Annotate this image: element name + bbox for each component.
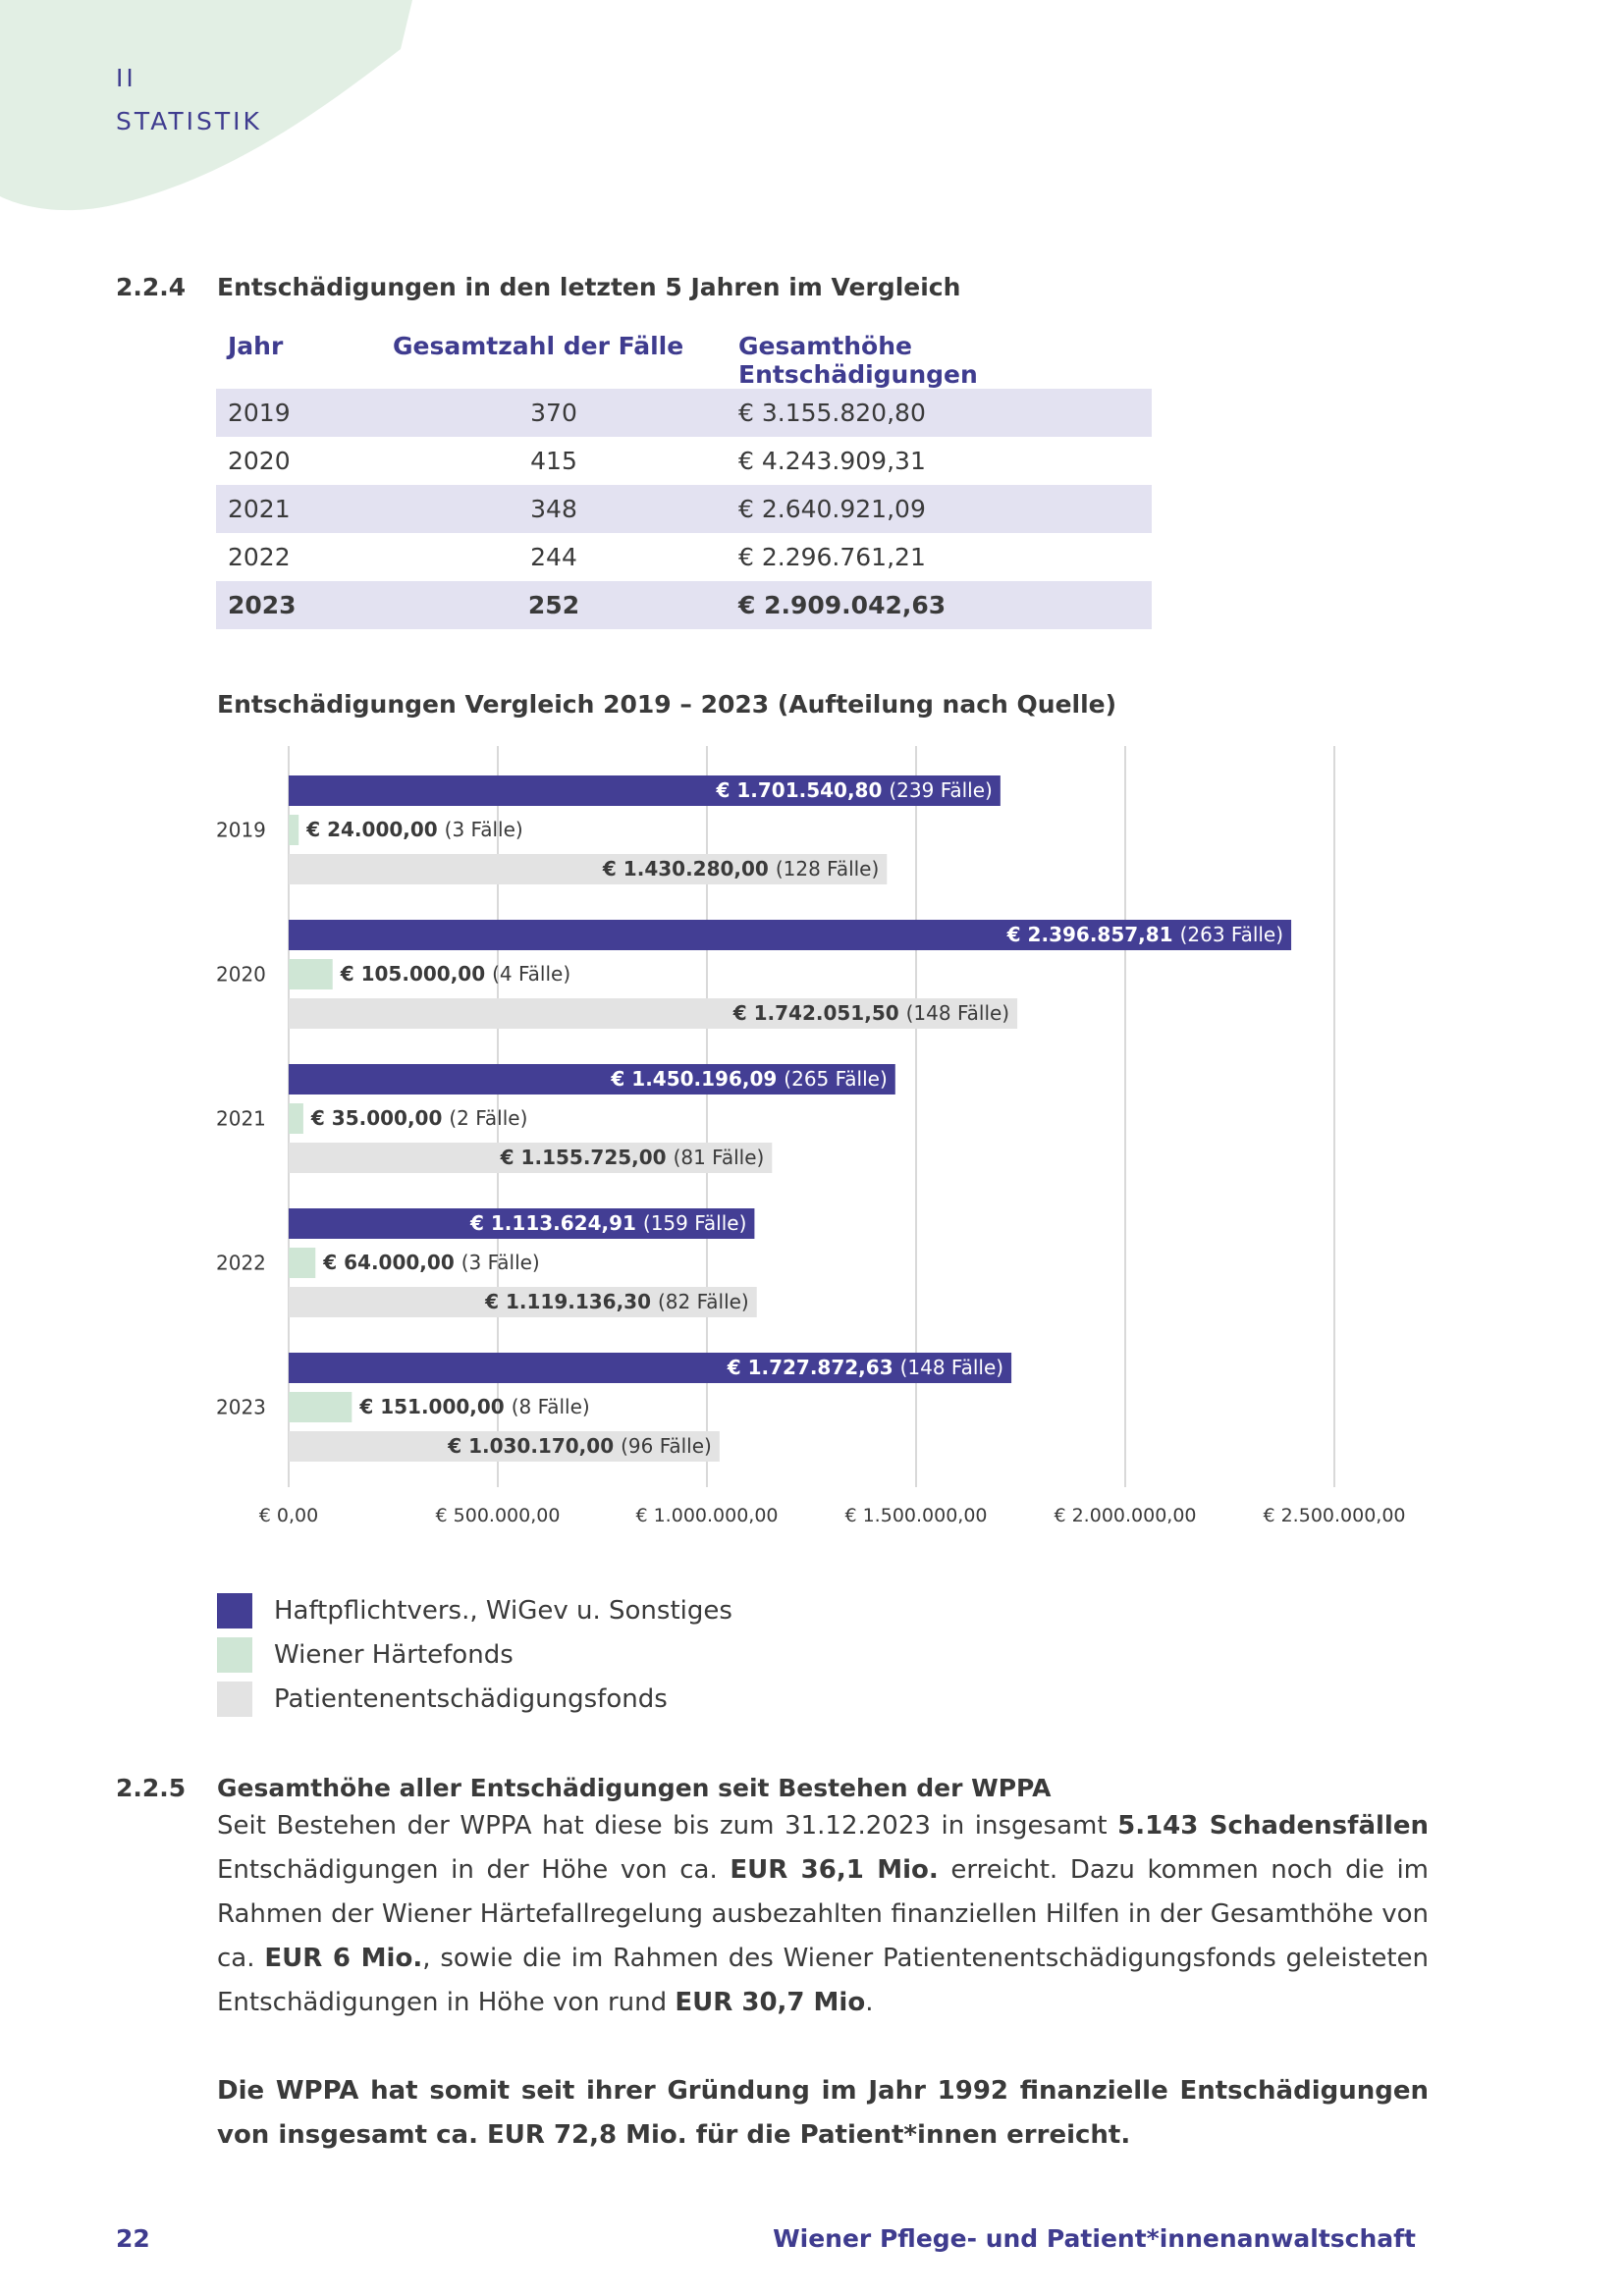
section-title: Entschädigungen in den letzten 5 Jahren im Vergleich	[217, 273, 961, 301]
table-header-row	[216, 332, 1152, 389]
data-label-cases: (2 Fälle)	[449, 1106, 528, 1130]
x-tick-label: € 2.000.000,00	[1054, 1505, 1197, 1526]
data-label	[305, 818, 522, 841]
chapter-title: STATISTIK	[116, 107, 262, 135]
data-label-cases: (8 Fälle)	[511, 1395, 590, 1418]
column-header: Gesamthöhe Entschädigungen	[738, 332, 978, 389]
year-cell: 2022	[228, 543, 291, 571]
data-label-cases: (82 Fälle)	[657, 1290, 749, 1313]
data-label-cases: (4 Fälle)	[492, 962, 571, 986]
column-header: Jahr	[228, 332, 284, 360]
compensation-bar-chart	[196, 746, 1434, 1541]
data-label-value: € 35.000,00	[310, 1106, 450, 1130]
legend-item	[217, 1677, 732, 1721]
cases-cell: 370	[381, 389, 727, 437]
bar-1	[289, 815, 298, 845]
chart-title: Entschädigungen Vergleich 2019 – 2023 (Aufteilung nach Quelle)	[217, 690, 1117, 719]
cases-cell: 252	[381, 581, 727, 629]
data-label	[340, 962, 570, 986]
text-run-bold: EUR 30,7 Mio	[675, 1988, 866, 2017]
year-cell: 2020	[228, 447, 291, 475]
y-category-label: 2019	[216, 818, 266, 842]
compensation-table	[216, 332, 1152, 629]
legend-swatch	[217, 1637, 252, 1673]
data-label	[602, 857, 879, 881]
legend-label: Wiener Härtefonds	[274, 1639, 514, 1670]
data-label	[469, 1211, 746, 1235]
legend-label: Patientenentschädigungsfonds	[274, 1683, 668, 1714]
data-label-cases: (3 Fälle)	[460, 1251, 540, 1274]
data-label	[727, 1356, 1003, 1379]
legend-label: Haftpflichtvers., WiGev u. Sonstiges	[274, 1595, 732, 1626]
text-run-bold: 5.143 Schadensfällen	[1117, 1811, 1429, 1841]
data-label	[732, 1001, 1009, 1025]
data-label-cases: (148 Fälle)	[905, 1001, 1010, 1025]
amount-cell: € 2.909.042,63	[727, 581, 1152, 629]
column-header: Gesamtzahl der Fälle	[393, 332, 684, 360]
bar-1	[289, 959, 333, 989]
data-label-value: € 2.396.857,81	[1006, 923, 1180, 946]
data-label	[715, 778, 992, 802]
year-cell: 2023	[216, 581, 381, 629]
y-category-label: 2021	[216, 1106, 266, 1131]
data-label-value: € 1.119.136,30	[485, 1290, 658, 1313]
page-number: 22	[116, 2224, 150, 2253]
data-label	[358, 1395, 589, 1418]
data-label-value: € 64.000,00	[323, 1251, 461, 1274]
table-row	[216, 581, 1152, 629]
data-label	[447, 1434, 712, 1458]
data-label-value: € 1.113.624,91	[470, 1211, 643, 1235]
chapter-number: II	[116, 64, 136, 92]
chapter-label	[116, 57, 262, 143]
text-run-bold: EUR 6 Mio.	[264, 1944, 423, 1973]
amount-cell: € 2.296.761,21	[738, 543, 926, 571]
legend-swatch	[217, 1682, 252, 1717]
cases-cell: 415	[530, 447, 577, 475]
cases-cell: 348	[381, 485, 727, 533]
x-tick-label: € 0,00	[258, 1505, 319, 1526]
table-row	[216, 533, 1152, 581]
footer-organization: Wiener Pflege- und Patient*innenanwaltschaft	[773, 2224, 1416, 2253]
table-row	[216, 437, 1152, 485]
data-label-value: € 1.450.196,09	[611, 1067, 785, 1091]
data-label	[1006, 923, 1283, 946]
text-run: Entschädigungen in der Höhe von ca.	[217, 1855, 731, 1885]
bar-1	[289, 1392, 352, 1422]
amount-cell: € 4.243.909,31	[738, 447, 926, 475]
x-tick-label: € 500.000,00	[435, 1505, 561, 1526]
data-label-value: € 1.742.051,50	[732, 1001, 906, 1025]
chart-legend	[217, 1588, 732, 1721]
summary-paragraph: Die WPPA hat somit seit ihrer Gründung im Jahr 1992 finanzielle Entschädigungen von insgesamt ca. EUR 72,8 Mio. für die Patient*innen erreicht.	[217, 2076, 1429, 2150]
bar-1	[289, 1248, 315, 1278]
data-label	[610, 1067, 887, 1091]
x-tick-label: € 1.000.000,00	[635, 1505, 779, 1526]
data-label-cases: (263 Fälle)	[1179, 923, 1284, 946]
legend-item	[217, 1632, 732, 1677]
data-label	[322, 1251, 539, 1274]
data-label	[484, 1290, 749, 1313]
data-label-cases: (96 Fälle)	[621, 1434, 712, 1458]
data-label-cases: (3 Fälle)	[444, 818, 523, 841]
x-tick-label: € 2.500.000,00	[1263, 1505, 1406, 1526]
data-label-cases: (128 Fälle)	[775, 857, 880, 881]
year-cell: 2021	[216, 485, 381, 533]
cases-cell: 244	[530, 543, 577, 571]
year-cell: 2019	[216, 389, 381, 437]
section-title: Gesamthöhe aller Entschädigungen seit Bestehen der WPPA	[217, 1774, 1052, 1802]
y-category-label: 2023	[216, 1395, 266, 1419]
bar-1	[289, 1103, 303, 1134]
text-run: .	[865, 1988, 874, 2017]
y-category-label: 2022	[216, 1251, 266, 1275]
legend-swatch	[217, 1593, 252, 1629]
data-label-value: € 1.030.170,00	[448, 1434, 622, 1458]
section-225-heading	[116, 1774, 1051, 1802]
data-label	[500, 1146, 765, 1169]
data-label-value: € 105.000,00	[340, 962, 493, 986]
data-label-value: € 1.430.280,00	[602, 857, 776, 881]
body-paragraph	[217, 1804, 1429, 2025]
data-label-value: € 1.701.540,80	[716, 778, 890, 802]
data-label-value: € 1.727.872,63	[727, 1356, 900, 1379]
x-tick-label: € 1.500.000,00	[844, 1505, 988, 1526]
amount-cell: € 3.155.820,80	[727, 389, 1152, 437]
data-label-cases: (265 Fälle)	[784, 1067, 888, 1091]
table-row	[216, 485, 1152, 533]
amount-cell: € 2.640.921,09	[727, 485, 1152, 533]
section-224-heading	[116, 273, 960, 301]
section-number: 2.2.5	[116, 1774, 187, 1802]
text-run: erreicht. Dazu kommen noch die im Rahmen der Wiener Härtefallregelung ausbezahlten finanziellen Hilfen in der Gesamthöhe von ca.	[217, 1855, 1429, 1973]
y-category-label: 2020	[216, 962, 266, 987]
text-run: , sowie die im Rahmen des Wiener Patientenentschädigungsfonds geleisteten Entschädigungen in Höhe von rund	[217, 1944, 1430, 2017]
data-label-cases: (159 Fälle)	[642, 1211, 747, 1235]
legend-item	[217, 1588, 732, 1632]
data-label	[310, 1106, 527, 1130]
text-run-bold: EUR 36,1 Mio.	[730, 1855, 939, 1885]
data-label-value: € 24.000,00	[306, 818, 445, 841]
data-label-cases: (148 Fälle)	[899, 1356, 1004, 1379]
data-label-value: € 1.155.725,00	[500, 1146, 674, 1169]
data-label-cases: (239 Fälle)	[889, 778, 993, 802]
section-number: 2.2.4	[116, 273, 187, 301]
table-row	[216, 389, 1152, 437]
data-label-value: € 151.000,00	[359, 1395, 512, 1418]
text-run: Seit Bestehen der WPPA hat diese bis zum 31.12.2023 in insgesamt	[217, 1811, 1118, 1841]
data-label-cases: (81 Fälle)	[673, 1146, 765, 1169]
